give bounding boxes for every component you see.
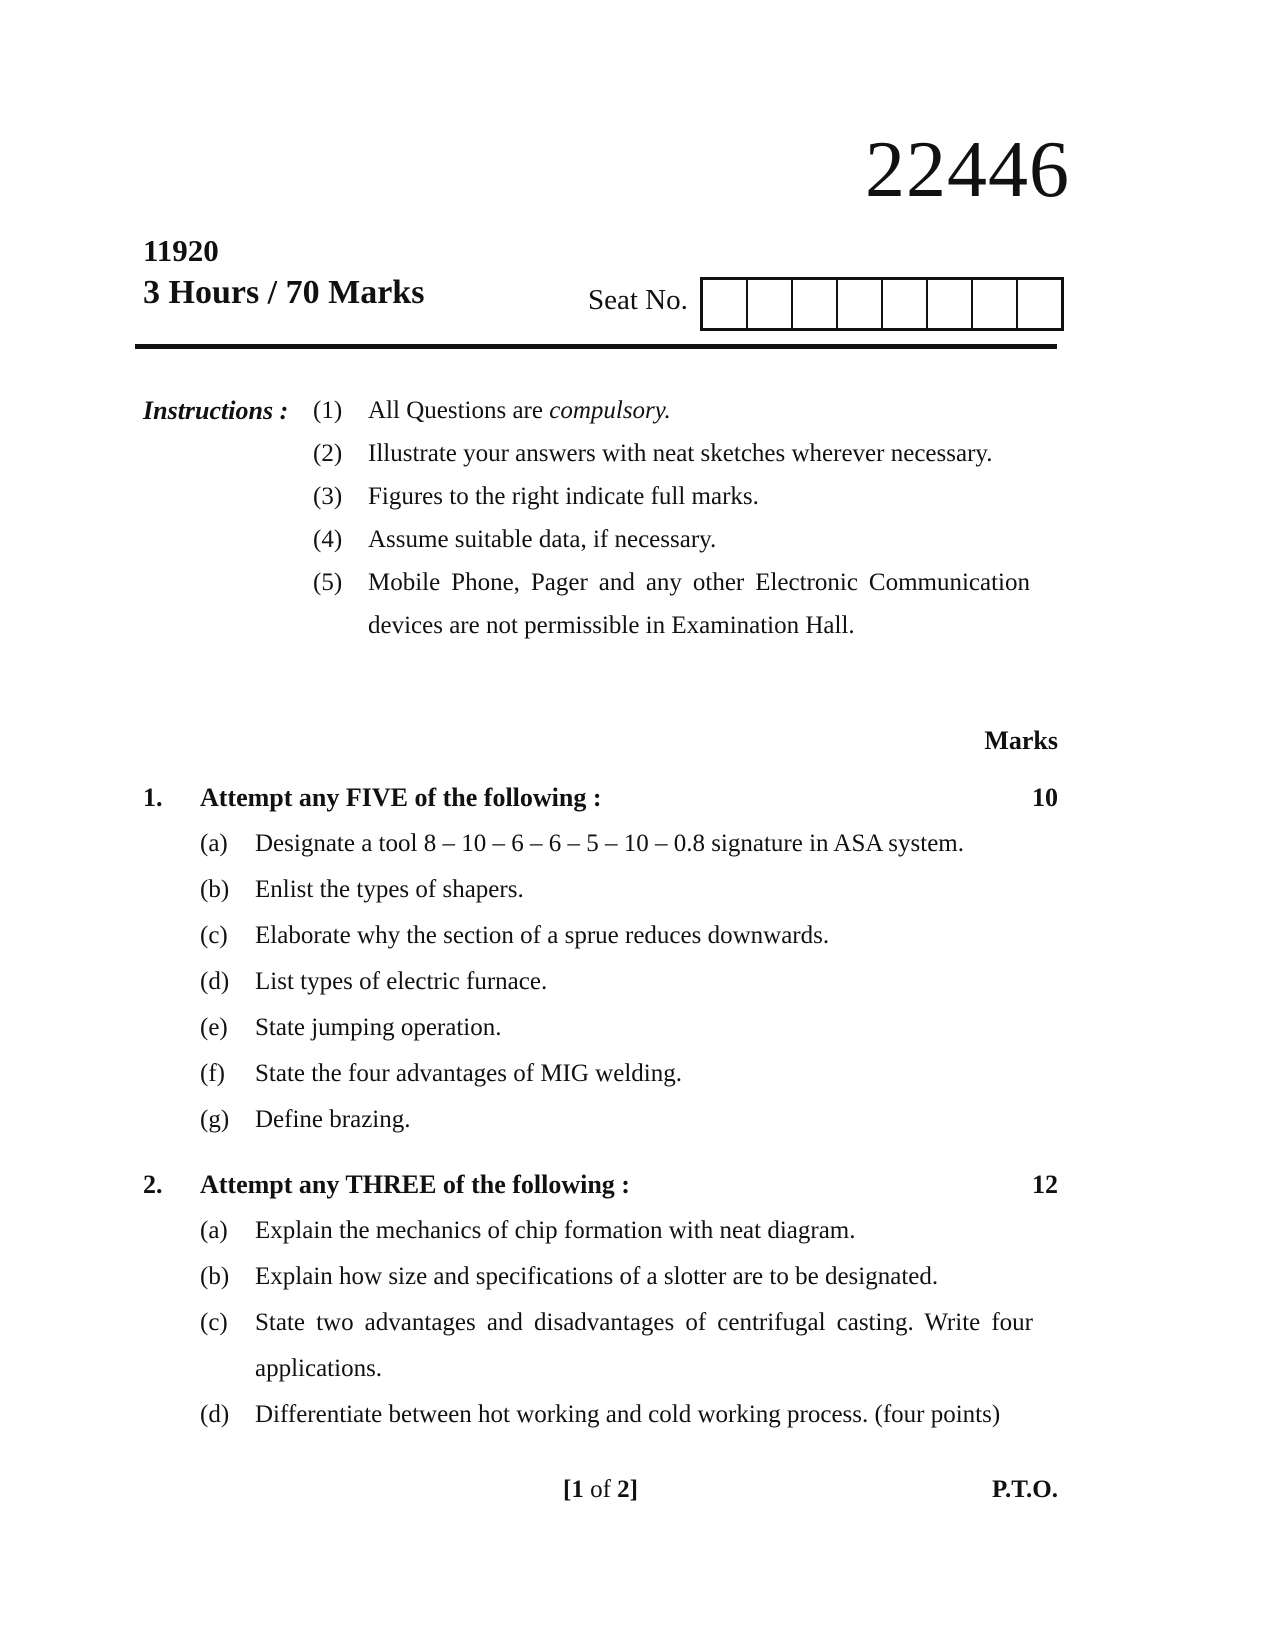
instruction-number: (2) bbox=[313, 440, 343, 467]
question-sub-item bbox=[200, 1254, 1058, 1300]
sub-item-letter: (e) bbox=[200, 1014, 228, 1041]
sub-item-text: Explain the mechanics of chip formation with neat diagram. bbox=[255, 1217, 856, 1244]
seat-box-cell[interactable] bbox=[748, 280, 793, 328]
sub-item-letter: (g) bbox=[200, 1106, 230, 1133]
page-number-of: of bbox=[583, 1476, 618, 1503]
instruction-text: Illustrate your answers with neat sketches wherever necessary. bbox=[368, 440, 993, 467]
question-sub-item bbox=[200, 1392, 1058, 1438]
question-sub-item bbox=[200, 913, 1058, 959]
page-number-open: [1 bbox=[563, 1476, 584, 1503]
sub-item-text: Enlist the types of shapers. bbox=[255, 876, 524, 903]
sub-item-letter: (f) bbox=[200, 1060, 225, 1087]
instruction-item bbox=[313, 561, 1058, 647]
instructions-section bbox=[143, 389, 1058, 647]
pto-label: P.T.O. bbox=[992, 1476, 1058, 1503]
sub-item-text: State two advantages and disadvantages of centrifugal casting. Write four applications. bbox=[255, 1309, 1033, 1382]
instruction-text: Figures to the right indicate full marks. bbox=[368, 483, 759, 510]
page-number-close: 2] bbox=[617, 1476, 638, 1503]
question-marks: 10 bbox=[1032, 783, 1058, 812]
sub-item-letter: (b) bbox=[200, 876, 230, 903]
sub-item-letter: (c) bbox=[200, 1309, 228, 1336]
sub-item-letter: (c) bbox=[200, 922, 228, 949]
seat-box-cell[interactable] bbox=[883, 280, 928, 328]
question-number: 2. bbox=[143, 1170, 163, 1199]
marks-column-header: Marks bbox=[984, 726, 1058, 755]
question-title: Attempt any THREE of the following : bbox=[200, 1170, 630, 1199]
instruction-number: (4) bbox=[313, 526, 343, 553]
question-marks: 12 bbox=[1032, 1170, 1058, 1199]
sub-item-text: State the four advantages of MIG welding. bbox=[255, 1060, 682, 1087]
paper-code: 22446 bbox=[865, 126, 1070, 214]
exam-id: 11920 bbox=[143, 233, 219, 268]
question-sub-item bbox=[200, 959, 1058, 1005]
instruction-item bbox=[313, 518, 1058, 561]
sub-item-letter: (d) bbox=[200, 968, 230, 995]
sub-item-text: Explain how size and specifications of a slotter are to be designated. bbox=[255, 1263, 939, 1290]
seat-box-cell[interactable] bbox=[838, 280, 883, 328]
instructions-label: Instructions : bbox=[143, 396, 289, 425]
question-sub-item bbox=[200, 1300, 1058, 1392]
sub-item-text: Elaborate why the section of a sprue reduces downwards. bbox=[255, 922, 830, 949]
instruction-number: (5) bbox=[313, 569, 343, 596]
question-sub-item bbox=[200, 1051, 1058, 1097]
question-sub-item bbox=[200, 1005, 1058, 1051]
question-1-heading bbox=[143, 775, 1058, 821]
instruction-text-pre: All Questions are bbox=[368, 397, 550, 424]
question-sub-item bbox=[200, 821, 1058, 867]
question-title: Attempt any FIVE of the following : bbox=[200, 783, 602, 812]
instruction-number: (1) bbox=[313, 397, 343, 424]
sub-item-text: List types of electric furnace. bbox=[255, 968, 548, 995]
sub-item-letter: (d) bbox=[200, 1401, 230, 1428]
header-divider bbox=[135, 344, 1057, 349]
seat-no-label: Seat No. bbox=[588, 284, 688, 316]
sub-item-text: Define brazing. bbox=[255, 1106, 411, 1133]
seat-number-grid bbox=[700, 277, 1064, 331]
question-1 bbox=[143, 775, 1058, 1143]
instruction-text-emphasis: compulsory. bbox=[549, 397, 671, 424]
instruction-item bbox=[313, 475, 1058, 518]
question-2-heading bbox=[143, 1162, 1058, 1208]
sub-item-text: State jumping operation. bbox=[255, 1014, 502, 1041]
instruction-number: (3) bbox=[313, 483, 343, 510]
seat-box-cell[interactable] bbox=[793, 280, 838, 328]
instruction-item bbox=[313, 389, 1058, 432]
instruction-text: Mobile Phone, Pager and any other Electronic Communication devices are not permissible in Examination Hall. bbox=[368, 569, 1030, 639]
question-sub-item bbox=[200, 1097, 1058, 1143]
sub-item-text: Designate a tool 8 – 10 – 6 – 6 – 5 – 10 – 0.8 signature in ASA system. bbox=[255, 830, 964, 857]
seat-box-cell[interactable] bbox=[928, 280, 973, 328]
sub-item-letter: (a) bbox=[200, 1217, 228, 1244]
instruction-item bbox=[313, 432, 1058, 475]
page-number bbox=[143, 1476, 1058, 1504]
seat-box-cell[interactable] bbox=[973, 280, 1018, 328]
sub-item-text: Differentiate between hot working and cold working process. (four points) bbox=[255, 1401, 1001, 1428]
seat-box-cell[interactable] bbox=[1018, 280, 1061, 328]
instruction-text: Assume suitable data, if necessary. bbox=[368, 526, 717, 553]
question-2 bbox=[143, 1162, 1058, 1438]
question-number: 1. bbox=[143, 783, 163, 812]
question-sub-item bbox=[200, 1208, 1058, 1254]
question-sub-item bbox=[200, 867, 1058, 913]
sub-item-letter: (b) bbox=[200, 1263, 230, 1290]
seat-box-cell[interactable] bbox=[703, 280, 748, 328]
sub-item-letter: (a) bbox=[200, 830, 228, 857]
duration-marks: 3 Hours / 70 Marks bbox=[143, 274, 425, 311]
instruction-text bbox=[368, 389, 671, 432]
